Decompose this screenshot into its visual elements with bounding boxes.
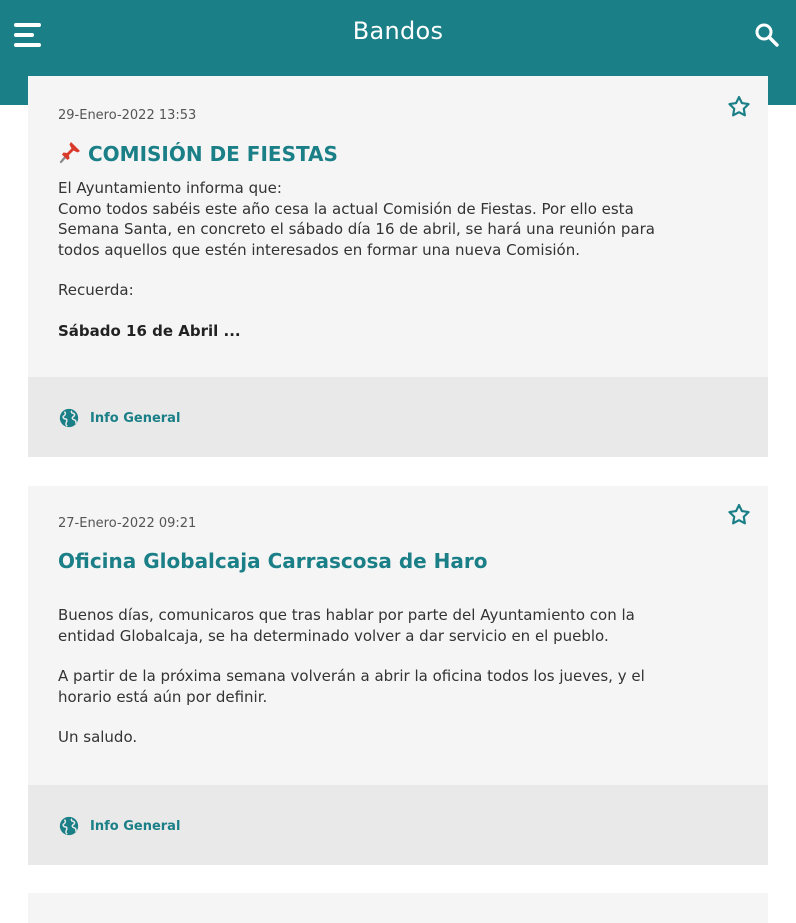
category-link[interactable] (58, 815, 180, 837)
post-card[interactable] (28, 486, 768, 865)
category-label: Info General (90, 818, 181, 834)
category-link[interactable] (58, 407, 180, 429)
post-body-line: El Ayuntamiento informa que: (58, 179, 282, 197)
post-body-line: Buenos días, comunicaros que tras hablar por parte del Ayuntamiento con la (58, 606, 635, 624)
post-body-line: Como todos sabéis este año cesa la actual Comisión de Fiestas. Por ello esta (58, 199, 634, 218)
post-body-line: horario está aún por definir. (58, 687, 268, 706)
globe-icon (58, 407, 80, 429)
post-body-line: entidad Globalcaja, se ha determinado volver a dar servicio en el pueblo. (58, 626, 609, 645)
page-title: Bandos (352, 17, 444, 45)
post-card[interactable] (28, 893, 768, 923)
post-title-text: COMISIÓN DE FIESTAS (88, 142, 338, 166)
post-footer (28, 377, 768, 457)
post-footer (28, 785, 768, 865)
post-body (58, 605, 728, 748)
category-label: Info General (90, 410, 181, 426)
post-body-line: Un saludo. (58, 728, 138, 746)
globe-icon (58, 815, 80, 837)
pushpin-icon (58, 140, 82, 169)
post-title: Oficina Globalcaja Carrascosa de Haro (58, 549, 488, 573)
post-body-line: Semana Santa, en concreto el sábado día 16 de abril, se hará una reunión para (58, 220, 655, 238)
search-icon[interactable] (754, 22, 780, 48)
post-body-line: Sábado 16 de Abril ... (58, 321, 241, 340)
post-date: 27-Enero-2022 09:21 (58, 516, 197, 531)
post-date: 29-Enero-2022 13:53 (58, 108, 197, 123)
post-title (58, 140, 338, 169)
post-body-line: A partir de la próxima semana volverán a abrir la oficina todos los jueves, y el (58, 667, 645, 685)
post-card[interactable] (28, 76, 768, 457)
post-body (58, 178, 728, 341)
post-body-line: Recuerda: (58, 281, 134, 299)
app-bar (0, 0, 796, 70)
star-icon[interactable] (726, 502, 752, 528)
star-icon[interactable] (726, 94, 752, 120)
post-body-line: todos aquellos que estén interesados en formar una nueva Comisión. (58, 240, 580, 259)
